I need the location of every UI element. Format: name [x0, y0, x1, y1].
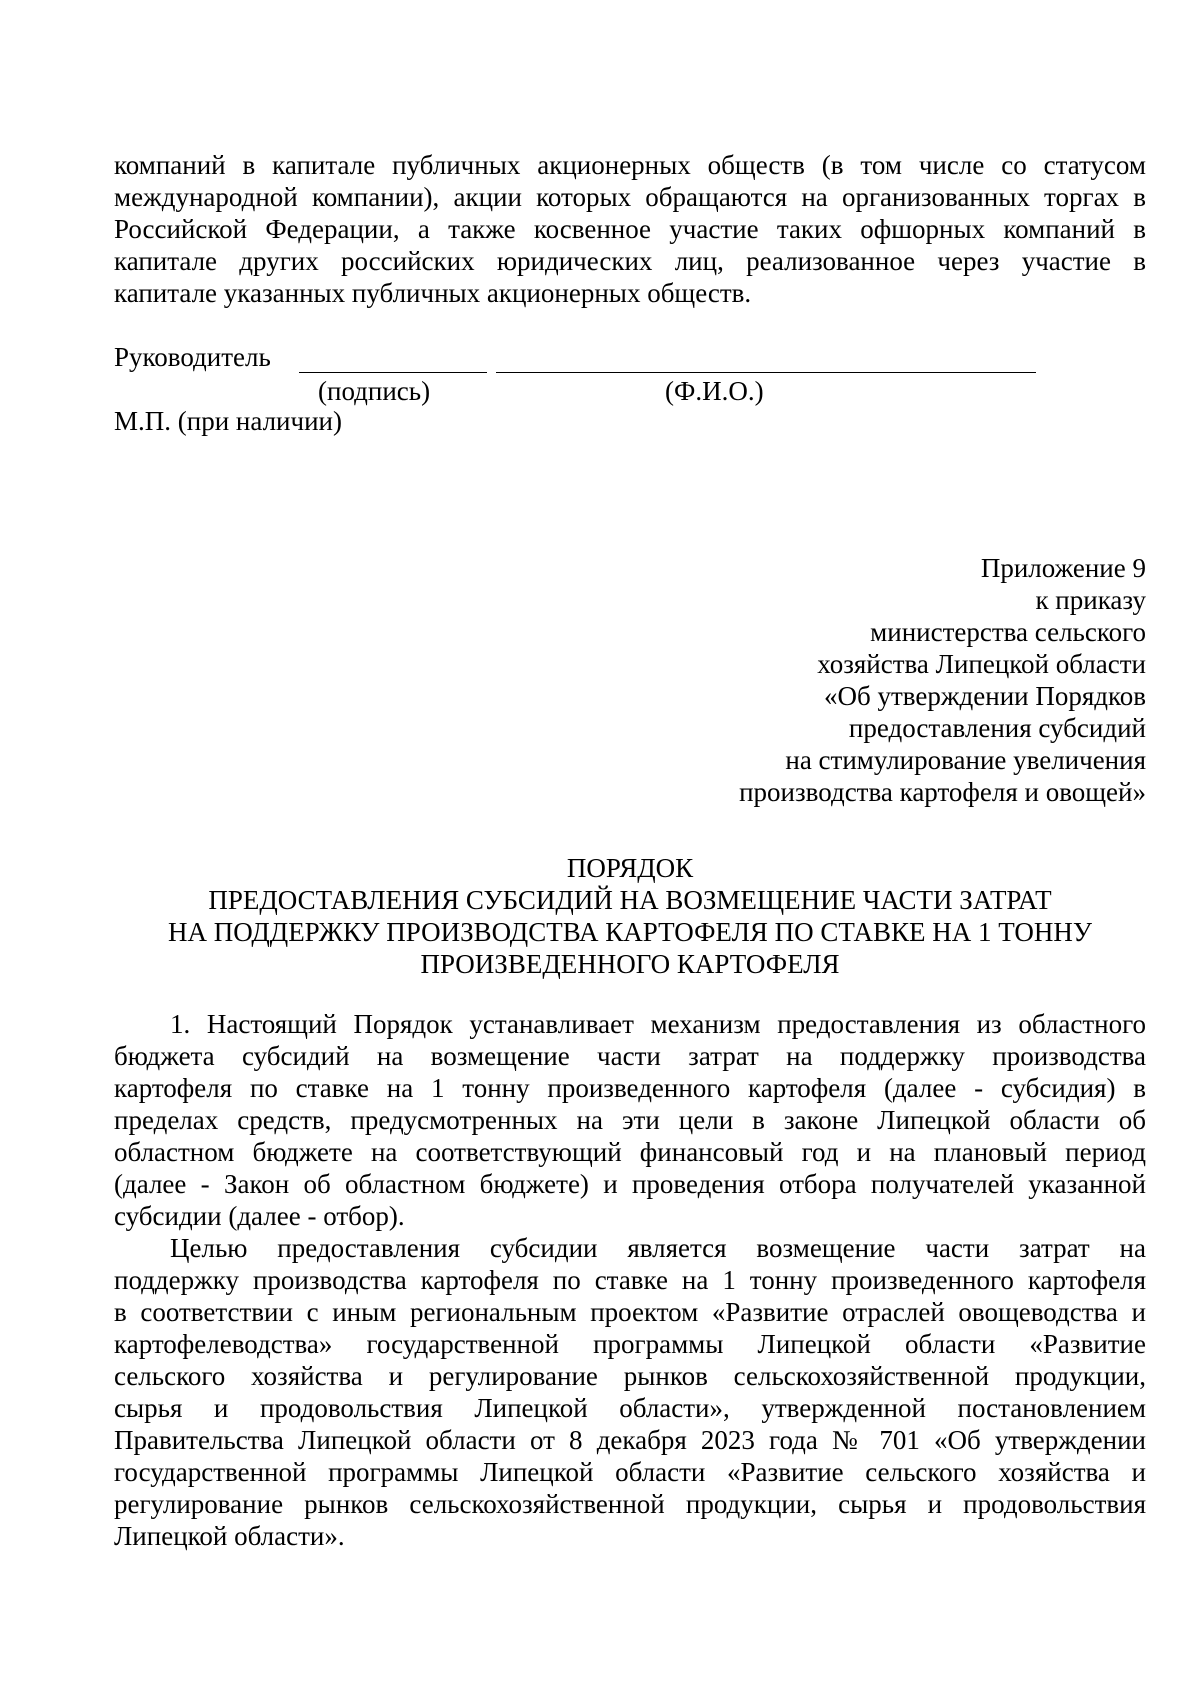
name-line [496, 372, 1036, 373]
paragraph-line: в соответствии с иным региональным проектом «Развитие отраслей овощеводства и [114, 1297, 1146, 1327]
paragraph-line: государственной программы Липецкой области «Развитие сельского хозяйства и [114, 1457, 1146, 1487]
title-line: ПРОИЗВЕДЕННОГО КАРТОФЕЛЯ [420, 949, 840, 979]
appendix-line: «Об утверждении Порядков [824, 681, 1146, 711]
stamp-note: М.П. (при наличии) [114, 406, 342, 436]
appendix-line: Приложение 9 [980, 553, 1146, 583]
signature-label: Руководитель [114, 342, 271, 372]
paragraph-line: пределах средств, предусмотренных на эти цели в законе Липецкой области об [114, 1105, 1146, 1135]
appendix-line: предоставления субсидий [848, 713, 1146, 743]
paragraph-1 [114, 1008, 1146, 1232]
intro-paragraph [114, 150, 1146, 310]
title-line: ПОРЯДОК [566, 853, 694, 883]
paragraph-2 [114, 1232, 1146, 1552]
paragraph-line: областном бюджете на соответствующий финансовый год и на плановый период [114, 1137, 1146, 1167]
paragraph-line: бюджета субсидий на возмещение части затрат на поддержку производства [114, 1041, 1146, 1071]
signature-caption: (подпись) [318, 376, 431, 406]
intro-line: международной компании), акции которых обращаются на организованных торгах в [114, 182, 1146, 212]
paragraph-line: Правительства Липецкой области от 8 декабря 2023 года № 701 «Об утверждении [114, 1425, 1146, 1455]
paragraph-line: сельского хозяйства и регулирование рынков сельскохозяйственной продукции, [114, 1361, 1146, 1391]
paragraph-line: картофеля по ставке на 1 тонну произведенного картофеля (далее - субсидия) в [114, 1073, 1146, 1103]
intro-line: капитале других российских юридических лиц, реализованное через участие в [114, 246, 1146, 276]
document-title [114, 852, 1146, 980]
paragraph-line: 1. Настоящий Порядок устанавливает механизм предоставления из областного [170, 1009, 1146, 1039]
appendix-line: министерства сельского [870, 617, 1146, 647]
intro-line: Российской Федерации, а также косвенное участие таких офшорных компаний в [114, 214, 1146, 244]
paragraph-line: сырья и продовольствия Липецкой области», утвержденной постановлением [114, 1393, 1146, 1423]
paragraph-line: поддержку производства картофеля по ставке на 1 тонну произведенного картофеля [114, 1265, 1146, 1295]
intro-line: компаний в капитале публичных акционерных обществ (в том числе со статусом [114, 150, 1146, 180]
paragraph-line: субсидии (далее - отбор). [114, 1201, 405, 1231]
appendix-line: производства картофеля и овощей» [739, 777, 1146, 807]
title-line: ПРЕДОСТАВЛЕНИЯ СУБСИДИЙ НА ВОЗМЕЩЕНИЕ ЧАСТИ ЗАТРАТ [208, 885, 1052, 915]
paragraph-line: Целью предоставления субсидии является возмещение части затрат на [170, 1233, 1146, 1263]
appendix-header [739, 552, 1146, 808]
appendix-line: на стимулирование увеличения [785, 745, 1146, 775]
signature-line [299, 372, 487, 373]
appendix-line: хозяйства Липецкой области [817, 649, 1146, 679]
paragraph-line: картофелеводства» государственной программы Липецкой области «Развитие [114, 1329, 1146, 1359]
paragraph-line: регулирование рынков сельскохозяйственной продукции, сырья и продовольствия [114, 1489, 1146, 1519]
paragraph-line: Липецкой области». [114, 1521, 345, 1551]
paragraph-line: (далее - Закон об областном бюджете) и проведения отбора получателей указанной [114, 1169, 1146, 1199]
title-line: НА ПОДДЕРЖКУ ПРОИЗВОДСТВА КАРТОФЕЛЯ ПО СТАВКЕ НА 1 ТОННУ [167, 917, 1093, 947]
intro-line: капитале указанных публичных акционерных обществ. [114, 278, 752, 308]
appendix-line: к приказу [1035, 585, 1146, 615]
name-caption: (Ф.И.О.) [665, 376, 764, 406]
